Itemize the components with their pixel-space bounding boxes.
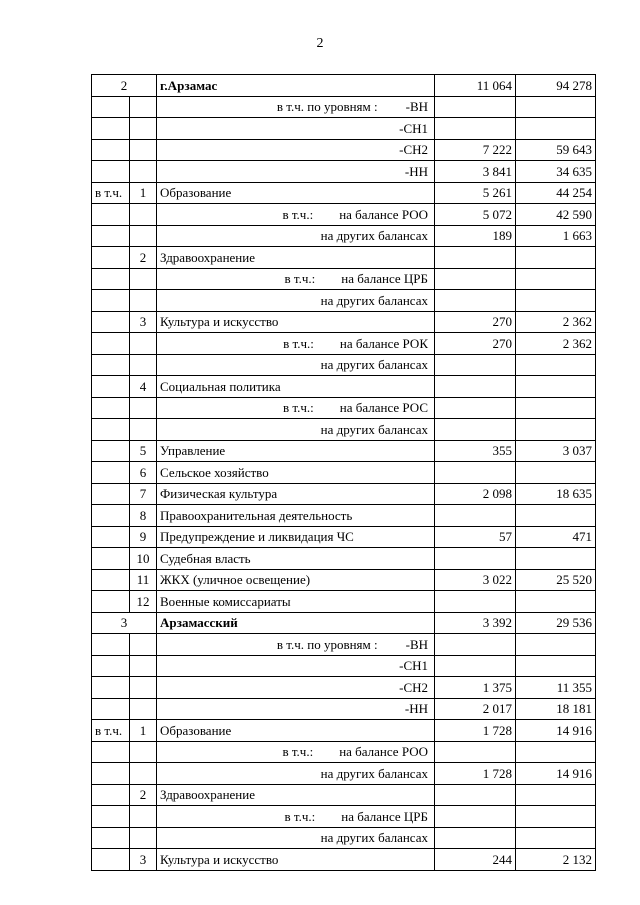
table-row-sub xyxy=(92,763,596,785)
row-number xyxy=(130,333,157,355)
row-prefix xyxy=(92,290,130,312)
value-col-1 xyxy=(435,397,516,419)
table-row-item xyxy=(92,526,596,548)
table-row-item xyxy=(92,505,596,527)
row-lead-text: в т.ч. по уровням : xyxy=(276,636,378,652)
row-number xyxy=(130,827,157,849)
value-col-2 xyxy=(516,96,596,118)
value-col-2 xyxy=(516,741,596,763)
row-name: Управление xyxy=(157,440,435,462)
row-label: -СН1 xyxy=(399,658,428,674)
table-row-level xyxy=(92,161,596,183)
value-col-2 xyxy=(516,268,596,290)
value-col-2: 94 278 xyxy=(516,75,596,97)
table-row-item xyxy=(92,462,596,484)
row-name xyxy=(157,419,435,441)
value-col-1 xyxy=(435,827,516,849)
row-prefix xyxy=(92,763,130,785)
row-name xyxy=(157,290,435,312)
table-row-item xyxy=(92,247,596,269)
row-name: Предупреждение и ликвидация ЧС xyxy=(157,526,435,548)
value-col-1 xyxy=(435,462,516,484)
row-number xyxy=(130,397,157,419)
table-row-sub xyxy=(92,741,596,763)
row-name: ЖКХ (уличное освещение) xyxy=(157,569,435,591)
budget-table xyxy=(91,74,596,871)
row-name xyxy=(157,655,435,677)
value-col-2 xyxy=(516,655,596,677)
row-prefix xyxy=(92,397,130,419)
row-prefix xyxy=(92,268,130,290)
value-col-1: 1 375 xyxy=(435,677,516,699)
row-label: -ВН xyxy=(405,99,428,115)
value-col-2: 18 181 xyxy=(516,698,596,720)
value-col-2 xyxy=(516,548,596,570)
row-number: 11 xyxy=(130,569,157,591)
value-col-1: 11 064 xyxy=(435,75,516,97)
budget-table-body xyxy=(92,75,596,871)
row-lead-text: в т.ч.: xyxy=(282,744,314,760)
value-col-2 xyxy=(516,505,596,527)
table-row-level xyxy=(92,655,596,677)
table-row-sub xyxy=(92,290,596,312)
value-col-2 xyxy=(516,118,596,140)
row-prefix xyxy=(92,462,130,484)
value-col-1 xyxy=(435,354,516,376)
row-number xyxy=(130,763,157,785)
row-prefix xyxy=(92,96,130,118)
row-number xyxy=(130,698,157,720)
row-name: Здравоохранение xyxy=(157,784,435,806)
value-col-2 xyxy=(516,806,596,828)
value-col-1: 2 017 xyxy=(435,698,516,720)
table-row-sub xyxy=(92,397,596,419)
value-col-2 xyxy=(516,462,596,484)
value-col-1: 7 222 xyxy=(435,139,516,161)
row-lead-text: в т.ч. по уровням : xyxy=(276,99,378,115)
row-name xyxy=(157,268,435,290)
row-number xyxy=(130,161,157,183)
value-col-1 xyxy=(435,118,516,140)
row-label: -СН2 xyxy=(399,679,428,695)
value-col-1 xyxy=(435,591,516,613)
row-name xyxy=(157,354,435,376)
table-row-sub xyxy=(92,354,596,376)
table-row-level xyxy=(92,634,596,656)
row-number: 10 xyxy=(130,548,157,570)
row-prefix xyxy=(92,204,130,226)
row-lead-text: в т.ч.: xyxy=(282,206,314,222)
row-lead-text: в т.ч.: xyxy=(283,400,314,416)
value-col-2: 471 xyxy=(516,526,596,548)
row-label: на других балансах xyxy=(320,357,428,373)
row-label: на других балансах xyxy=(320,765,428,781)
value-col-2 xyxy=(516,290,596,312)
row-prefix xyxy=(92,655,130,677)
row-prefix xyxy=(92,548,130,570)
value-col-2: 14 916 xyxy=(516,720,596,742)
region-name: Арзамасский xyxy=(157,612,435,634)
row-prefix xyxy=(92,161,130,183)
row-prefix xyxy=(92,139,130,161)
row-name xyxy=(157,333,435,355)
row-number xyxy=(130,354,157,376)
row-number xyxy=(130,677,157,699)
value-col-1: 3 392 xyxy=(435,612,516,634)
row-number: 9 xyxy=(130,526,157,548)
row-prefix xyxy=(92,569,130,591)
row-lead-text: в т.ч.: xyxy=(283,335,314,351)
value-col-1: 244 xyxy=(435,849,516,871)
value-col-2: 2 132 xyxy=(516,849,596,871)
row-name xyxy=(157,161,435,183)
row-lead-text: в т.ч.: xyxy=(284,808,316,824)
row-prefix xyxy=(92,677,130,699)
row-label: на других балансах xyxy=(320,830,428,846)
row-label: на других балансах xyxy=(320,228,428,244)
table-row-sub xyxy=(92,806,596,828)
table-row-item xyxy=(92,483,596,505)
table-row-item xyxy=(92,548,596,570)
row-label: на балансе ЦРБ xyxy=(341,808,428,824)
row-number: 1 xyxy=(130,720,157,742)
value-col-1: 2 098 xyxy=(435,483,516,505)
value-col-1 xyxy=(435,784,516,806)
row-prefix xyxy=(92,483,130,505)
row-name xyxy=(157,96,435,118)
table-row-sub xyxy=(92,225,596,247)
value-col-1: 3 022 xyxy=(435,569,516,591)
table-row-sub xyxy=(92,204,596,226)
row-name xyxy=(157,698,435,720)
row-number: 7 xyxy=(130,483,157,505)
table-row-item xyxy=(92,376,596,398)
row-number: 12 xyxy=(130,591,157,613)
value-col-2: 29 536 xyxy=(516,612,596,634)
table-row-level xyxy=(92,677,596,699)
region-number: 3 xyxy=(92,612,157,634)
row-prefix xyxy=(92,118,130,140)
row-name xyxy=(157,397,435,419)
value-col-2: 14 916 xyxy=(516,763,596,785)
table-row-item xyxy=(92,591,596,613)
row-label: на балансе РОО xyxy=(339,744,428,760)
row-number xyxy=(130,268,157,290)
table-row-level xyxy=(92,139,596,161)
value-col-1: 5 261 xyxy=(435,182,516,204)
value-col-2: 44 254 xyxy=(516,182,596,204)
row-name: Сельское хозяйство xyxy=(157,462,435,484)
row-name: Социальная политика xyxy=(157,376,435,398)
row-prefix xyxy=(92,827,130,849)
row-number xyxy=(130,290,157,312)
value-col-2 xyxy=(516,634,596,656)
row-number xyxy=(130,634,157,656)
value-col-2: 3 037 xyxy=(516,440,596,462)
value-col-2 xyxy=(516,827,596,849)
row-name: Правоохранительная деятельность xyxy=(157,505,435,527)
value-col-2 xyxy=(516,376,596,398)
table-row-item xyxy=(92,784,596,806)
value-col-1 xyxy=(435,806,516,828)
table-row-item xyxy=(92,311,596,333)
row-number: 5 xyxy=(130,440,157,462)
row-label: -СН2 xyxy=(399,142,428,158)
table-row-item xyxy=(92,182,596,204)
row-name: Здравоохранение xyxy=(157,247,435,269)
value-col-1: 270 xyxy=(435,311,516,333)
value-col-1 xyxy=(435,376,516,398)
table-row-item xyxy=(92,569,596,591)
row-name xyxy=(157,741,435,763)
value-col-1 xyxy=(435,655,516,677)
row-label: на балансе РОС xyxy=(339,400,428,416)
value-col-1 xyxy=(435,247,516,269)
table-row-sub xyxy=(92,333,596,355)
row-number: 1 xyxy=(130,182,157,204)
region-name: г.Арзамас xyxy=(157,75,435,97)
table-row-level xyxy=(92,698,596,720)
row-name xyxy=(157,827,435,849)
row-name: Физическая культура xyxy=(157,483,435,505)
row-name xyxy=(157,634,435,656)
row-prefix xyxy=(92,354,130,376)
table-row-header xyxy=(92,612,596,634)
value-col-2 xyxy=(516,591,596,613)
row-label: на балансе РОО xyxy=(339,206,428,222)
row-number: 8 xyxy=(130,505,157,527)
table-row-sub xyxy=(92,268,596,290)
row-prefix xyxy=(92,247,130,269)
value-col-1: 57 xyxy=(435,526,516,548)
value-col-2: 25 520 xyxy=(516,569,596,591)
row-label: -НН xyxy=(404,701,428,717)
row-number xyxy=(130,806,157,828)
row-lead-text: в т.ч.: xyxy=(284,271,316,287)
value-col-1: 3 841 xyxy=(435,161,516,183)
row-prefix xyxy=(92,440,130,462)
value-col-1 xyxy=(435,268,516,290)
row-name xyxy=(157,806,435,828)
row-prefix xyxy=(92,526,130,548)
value-col-1: 355 xyxy=(435,440,516,462)
value-col-1: 189 xyxy=(435,225,516,247)
row-number: 6 xyxy=(130,462,157,484)
value-col-2: 59 643 xyxy=(516,139,596,161)
row-prefix xyxy=(92,225,130,247)
value-col-2 xyxy=(516,354,596,376)
value-col-1 xyxy=(435,548,516,570)
value-col-2: 34 635 xyxy=(516,161,596,183)
row-prefix xyxy=(92,311,130,333)
value-col-1 xyxy=(435,741,516,763)
row-name: Образование xyxy=(157,182,435,204)
row-number: 3 xyxy=(130,311,157,333)
value-col-2 xyxy=(516,247,596,269)
row-name: Судебная власть xyxy=(157,548,435,570)
region-number: 2 xyxy=(92,75,157,97)
value-col-2 xyxy=(516,397,596,419)
value-col-2: 2 362 xyxy=(516,333,596,355)
row-number xyxy=(130,225,157,247)
row-label: на других балансах xyxy=(320,292,428,308)
row-prefix xyxy=(92,698,130,720)
row-name: Культура и искусство xyxy=(157,311,435,333)
row-prefix: в т.ч. xyxy=(92,720,130,742)
row-prefix xyxy=(92,419,130,441)
value-col-2: 2 362 xyxy=(516,311,596,333)
row-name xyxy=(157,118,435,140)
row-prefix xyxy=(92,376,130,398)
row-label: -СН1 xyxy=(399,120,428,136)
row-prefix xyxy=(92,741,130,763)
row-label: на балансе РОК xyxy=(339,335,428,351)
row-name: Военные комиссариаты xyxy=(157,591,435,613)
value-col-1 xyxy=(435,96,516,118)
row-number: 4 xyxy=(130,376,157,398)
row-label: на балансе ЦРБ xyxy=(341,271,428,287)
row-name xyxy=(157,139,435,161)
table-row-header xyxy=(92,75,596,97)
value-col-1 xyxy=(435,634,516,656)
value-col-2 xyxy=(516,784,596,806)
value-col-1: 1 728 xyxy=(435,720,516,742)
row-number xyxy=(130,419,157,441)
row-name xyxy=(157,677,435,699)
row-prefix xyxy=(92,591,130,613)
row-name: Образование xyxy=(157,720,435,742)
value-col-2: 18 635 xyxy=(516,483,596,505)
row-number xyxy=(130,96,157,118)
row-number xyxy=(130,204,157,226)
row-number xyxy=(130,655,157,677)
value-col-2: 42 590 xyxy=(516,204,596,226)
value-col-1: 1 728 xyxy=(435,763,516,785)
row-prefix xyxy=(92,333,130,355)
row-prefix xyxy=(92,634,130,656)
row-number xyxy=(130,741,157,763)
value-col-1: 270 xyxy=(435,333,516,355)
value-col-2: 11 355 xyxy=(516,677,596,699)
value-col-2: 1 663 xyxy=(516,225,596,247)
row-name xyxy=(157,225,435,247)
row-label: на других балансах xyxy=(320,421,428,437)
row-prefix xyxy=(92,806,130,828)
value-col-1: 5 072 xyxy=(435,204,516,226)
row-name xyxy=(157,204,435,226)
row-number: 3 xyxy=(130,849,157,871)
row-number: 2 xyxy=(130,247,157,269)
table-row-item xyxy=(92,720,596,742)
table-row-sub xyxy=(92,419,596,441)
row-number: 2 xyxy=(130,784,157,806)
table-row-sub xyxy=(92,827,596,849)
row-name xyxy=(157,763,435,785)
value-col-1 xyxy=(435,419,516,441)
value-col-2 xyxy=(516,419,596,441)
row-number xyxy=(130,139,157,161)
row-number xyxy=(130,118,157,140)
page-number: 2 xyxy=(316,36,324,51)
row-label: -НН xyxy=(404,163,428,179)
table-row-item xyxy=(92,440,596,462)
value-col-1 xyxy=(435,505,516,527)
table-row-level xyxy=(92,96,596,118)
row-prefix: в т.ч. xyxy=(92,182,130,204)
row-prefix xyxy=(92,784,130,806)
row-prefix xyxy=(92,849,130,871)
table-row-level xyxy=(92,118,596,140)
table-row-item xyxy=(92,849,596,871)
row-label: -ВН xyxy=(405,636,428,652)
row-name: Культура и искусство xyxy=(157,849,435,871)
value-col-1 xyxy=(435,290,516,312)
row-prefix xyxy=(92,505,130,527)
